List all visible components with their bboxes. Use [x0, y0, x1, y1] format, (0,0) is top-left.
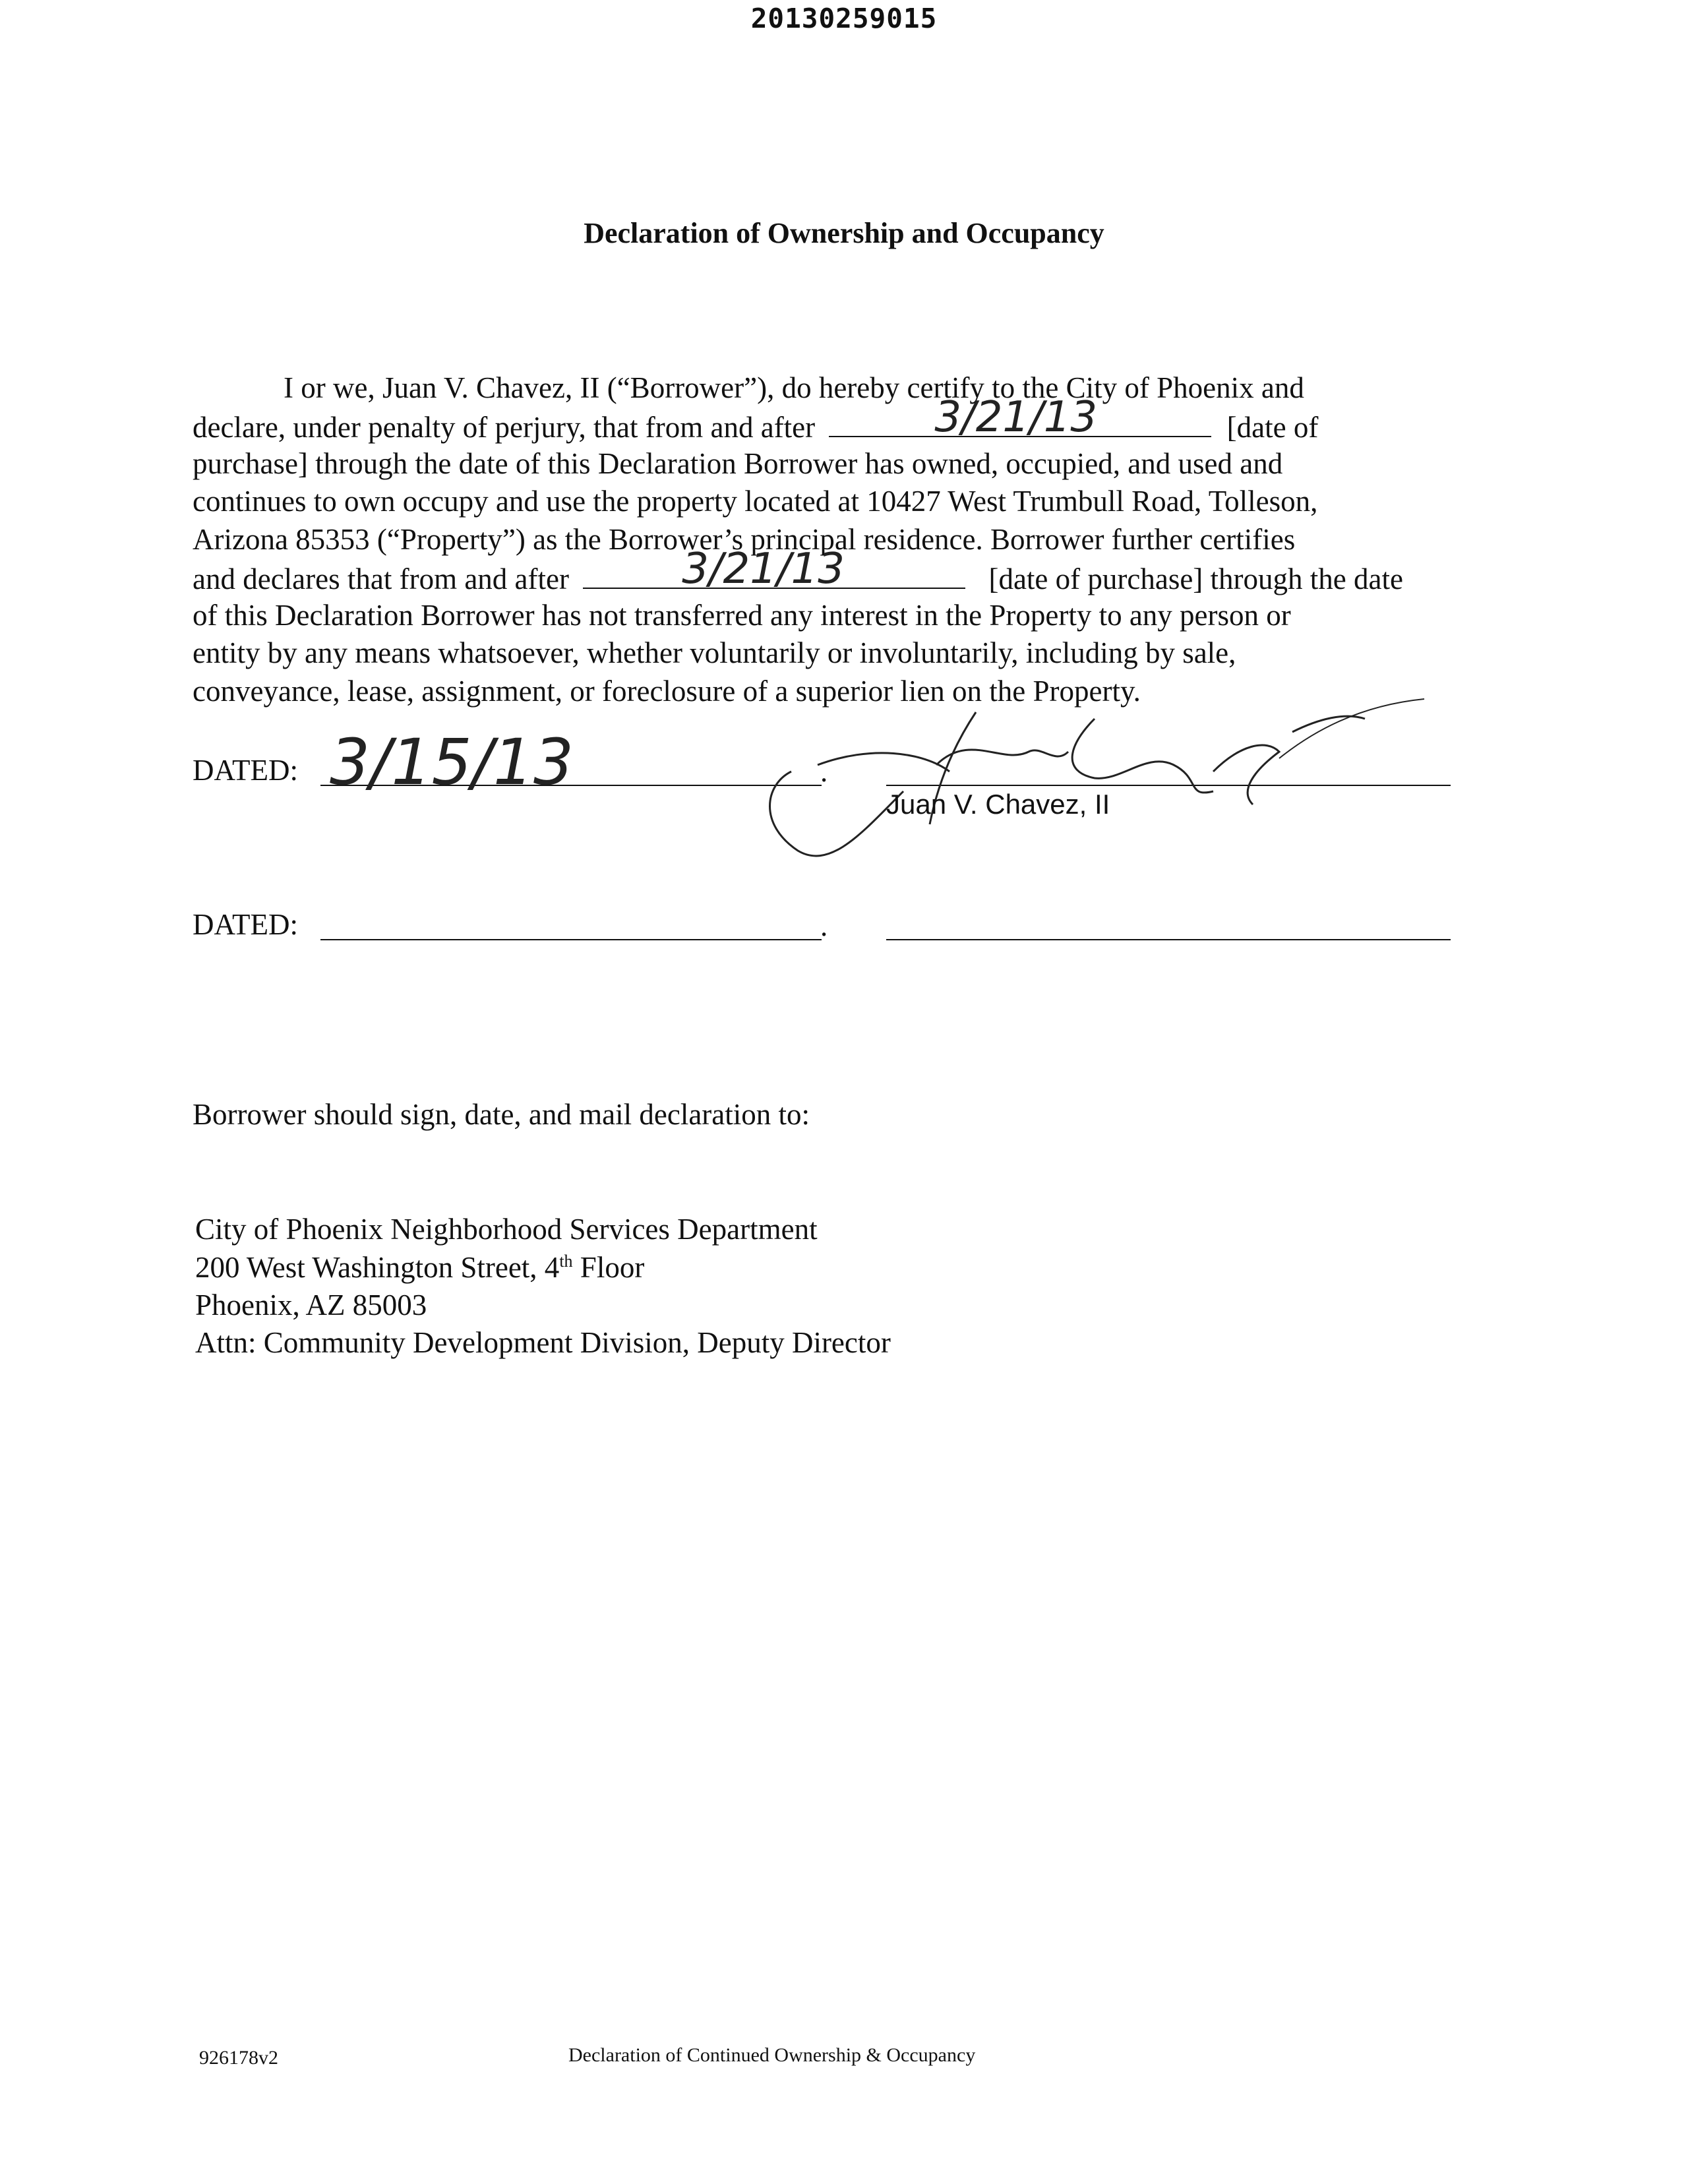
body-line-5: Arizona 85353 (“Property”) as the Borrower’s principal residence. Borrower further certifies [193, 523, 1296, 556]
address-line-3: Phoenix, AZ 85003 [195, 1289, 427, 1321]
body-line-7: of this Declaration Borrower has not transferred any interest in the Property to any person or [193, 599, 1291, 632]
dated-label-2: DATED: [193, 908, 298, 941]
body-line-6-tail: [date of purchase] through the date [988, 562, 1403, 595]
dated-label-1: DATED: [193, 754, 298, 787]
document-number: 20130259015 [750, 3, 938, 34]
page-title: Declaration of Ownership and Occupancy [584, 217, 1104, 249]
signature-line-2 [886, 939, 1451, 940]
footer-doc-title: Declaration of Continued Ownership & Occupancy [568, 2044, 976, 2066]
address-line-2 [195, 1253, 644, 1283]
body-line-8: entity by any means whatsoever, whether voluntarily or involuntarily, including by sale, [193, 636, 1236, 669]
mail-instructions: Borrower should sign, date, and mail declaration to: [193, 1098, 810, 1131]
body-line-6 [193, 545, 1403, 595]
body-line-2 [193, 393, 1319, 444]
address-line-2-floor: Floor [572, 1251, 645, 1284]
body-line-2-text: declare, under penalty of perjury, that from and after [193, 411, 816, 444]
address-line-1: City of Phoenix Neighborhood Services Department [195, 1213, 818, 1246]
handwritten-signature [752, 692, 1437, 864]
body-line-1: I or we, Juan V. Chavez, II (“Borrower”), do hereby certify to the City of Phoenix and [284, 371, 1304, 404]
address-line-2-street: 200 West Washington Street, 4 [195, 1251, 560, 1284]
handwritten-purchase-date-2: 3/21/13 [682, 545, 845, 593]
period-2: . [820, 909, 828, 942]
period-1: . [820, 755, 828, 788]
purchase-date-field-2 [583, 545, 965, 593]
body-line-9: conveyance, lease, assignment, or foreclosure of a superior lien on the Property. [193, 675, 1141, 708]
body-line-4: continues to own occupy and use the property located at 10427 West Trumbull Road, Tolleson, [193, 485, 1318, 518]
body-line-3: purchase] through the date of this Declaration Borrower has owned, occupied, and used and [193, 447, 1283, 480]
body-line-6-text: and declares that from and after [193, 562, 569, 595]
signer-printed-name: Juan V. Chavez, II [886, 789, 1110, 820]
address-line-2-suffix: th [559, 1252, 573, 1271]
handwritten-purchase-date-1: 3/21/13 [934, 393, 1098, 442]
footer-doc-id: 926178v2 [199, 2047, 278, 2069]
handwritten-dated-1: 3/15/13 [330, 725, 574, 799]
address-line-4: Attn: Community Development Division, Deputy Director [195, 1326, 891, 1359]
purchase-date-field-1 [829, 393, 1211, 442]
body-line-2-tail: [date of [1226, 411, 1319, 444]
dated-line-2 [320, 939, 822, 940]
